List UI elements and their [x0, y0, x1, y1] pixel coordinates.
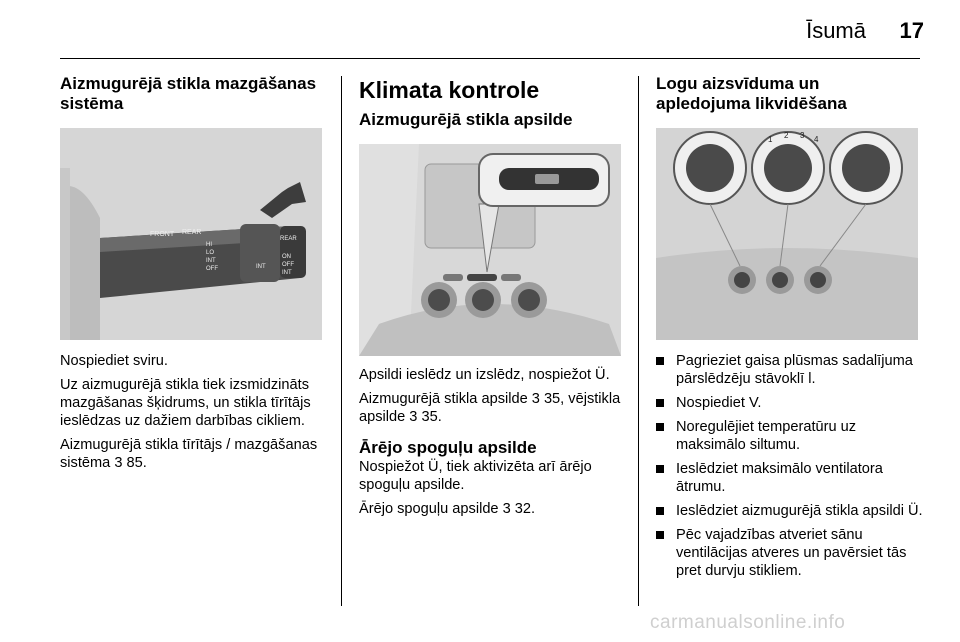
climate-dials-figure	[656, 128, 918, 340]
list-item: Ieslēdziet aizmugurējā stikla apsildi Ü.	[656, 502, 928, 520]
list-item: Pagrieziet gaisa plūsmas sadalījuma pārslēdzēju stāvoklī l.	[656, 352, 928, 388]
label-on: ON	[282, 254, 291, 260]
list-item: Noregulējiet temperatūru uz maksimālo siltumu.	[656, 418, 928, 454]
label-front: FRONT	[150, 231, 175, 238]
bullet-square-icon	[656, 399, 664, 407]
climate-p4: Ārējo spoguļu apsilde 3 32.	[359, 501, 536, 517]
label-int: INT	[206, 258, 216, 264]
label-int2: INT	[256, 264, 266, 270]
climate-text	[359, 366, 627, 518]
header-rule	[60, 58, 920, 59]
rear-washer-heading: Aizmugurējā stikla mazgāšanas sistēma	[60, 74, 317, 113]
column-divider-2	[638, 76, 639, 606]
climate-p2: Aizmugurējā stikla apsilde 3 35, vējstikla apsilde 3 35.	[359, 391, 621, 425]
rear-washer-text	[60, 352, 328, 472]
bullet-square-icon	[656, 465, 664, 473]
rear-heater-heading: Aizmugurējā stikla apsilde	[359, 110, 573, 129]
rear-washer-p2: Uz aizmugurējā stikla tiek izsmidzināts mazgāšanas šķidrums, un stikla tīrītājs ieslēdzas uz dažiem darbības cikliem.	[60, 377, 311, 429]
rear-washer-p3: Aizmugurējā stikla tīrītājs / mazgāšanas sistēma 3 85.	[60, 437, 318, 471]
label-rear2: REAR	[280, 236, 297, 242]
list-item: Pēc vajadzības atveriet sānu ventilācijas atveres un pavērsiet tās pret durvju stikliem.	[656, 526, 928, 580]
page-number: 17	[899, 18, 924, 43]
dial-number-2: 2	[784, 131, 789, 140]
defog-heading: Logu aizsvīduma un apledojuma likvidēšana	[656, 74, 847, 113]
column-rear-washer	[60, 74, 322, 114]
column-climate	[359, 76, 621, 130]
dial-number-4: 4	[814, 135, 819, 144]
bullet-square-icon	[656, 507, 664, 515]
label-off: OFF	[206, 266, 218, 272]
climate-title: Klimata kontrole	[359, 77, 540, 103]
rear-washer-p1: Nospiediet sviru.	[60, 353, 168, 369]
column-defog	[656, 74, 918, 114]
rear-window-heater-figure	[359, 144, 621, 356]
header-title: Īsumā	[806, 18, 866, 43]
wiper-lever-figure	[60, 128, 322, 340]
label-lo: LO	[206, 250, 215, 256]
label-off2: OFF	[282, 262, 294, 268]
watermark: carmanualsonline.info	[650, 612, 846, 633]
defog-steps	[656, 352, 928, 580]
list-item: Nospiediet V.	[656, 394, 928, 412]
label-rear: REAR	[182, 229, 202, 236]
label-hi: HI	[206, 242, 212, 248]
bullet-square-icon	[656, 357, 664, 365]
climate-p3: Nospiežot Ü, tiek aktivizēta arī ārējo spoguļu apsilde.	[359, 459, 592, 493]
defog-list-wrap	[656, 352, 928, 580]
dial-number-1: 1	[768, 135, 773, 144]
list-item: Ieslēdziet maksimālo ventilatora ātrumu.	[656, 460, 928, 496]
climate-p1: Apsildi ieslēdz un izslēdz, nospiežot Ü.	[359, 367, 610, 383]
dial-number-3: 3	[800, 131, 805, 140]
column-divider-1	[341, 76, 342, 606]
bullet-square-icon	[656, 423, 664, 431]
bullet-square-icon	[656, 531, 664, 539]
mirror-heater-heading: Ārējo spoguļu apsilde	[359, 438, 537, 457]
label-int3: INT	[282, 270, 292, 276]
